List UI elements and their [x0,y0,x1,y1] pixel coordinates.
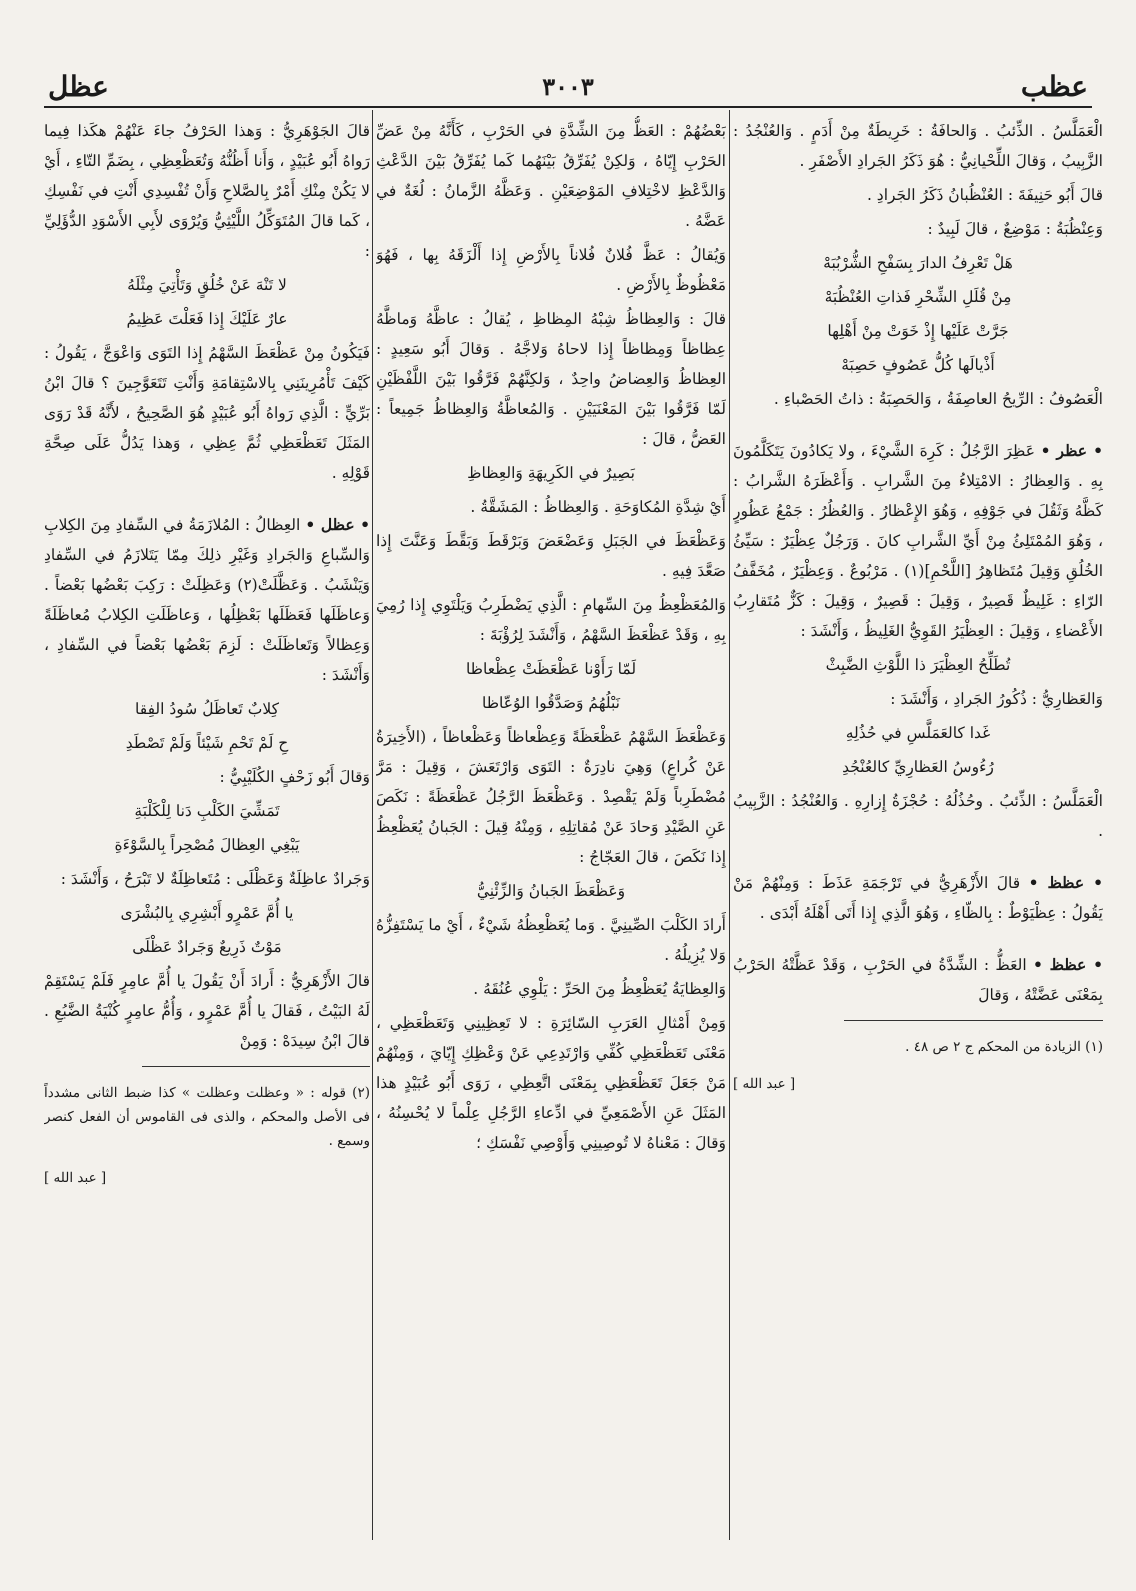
paragraph: الْعَمَلَّسُ . الذِّئبُ . وَالحافَةُ : خَرِيطَةٌ مِنْ أَدَمٍ . وَالعُنْجُدُ : الزَّبِيبُ ، وَقالَ اللِّحْيانِيُّ : هُوَ ذَكَرُ الجَرادِ الأَصْفَرِ . [733,122,1103,170]
verse: مِنْ قُلَلِ الشِّحْرِ فَذاتِ العُنْظُبَهْ [824,288,1012,306]
verse: عارٌ عَلَيْكَ إِذا فَعَلْتَ عَظِيمُ [126,310,288,328]
entry-text: العِظالُ : المُلازَمَةُ في السِّفادِ مِنَ الكِلابِ وَالسِّباعِ وَالجَرادِ وَغَيْرِ ذلِكَ مِمّا يَتَلازَمُ في السِّفادِ وَيَنْشَبُ . وَعَظَّلَتْ(٢) وَعَظِلَتْ : رَكِبَ بَعْضُها بَعْضاً . وَعاظَلَها فَعَظَلَها بَعْظِلُها ، وَعاظَلَتِ الكِلابُ مُعاظَلَةً وَعِظالاً وَتَعاظَلَتْ : لَزِمَ بَعْضُها بَعْضاً في السِّفادِ ، وَأَنْشَدَ : [44,516,370,684]
verse: كِلابٌ تَعاظَلُ سُودُ الفِقا [135,700,279,718]
paragraph: وَجَرادٌ عاظِلَةٌ وَعَظْلَى : مُتَعاظِلَةٌ لا تَبْرَحُ ، وَأَنْشَدَ : [60,870,370,888]
entry-head: • عظظ • [1028,873,1103,892]
headword-left: عظل [48,70,109,103]
verse: أَذْيالَها كُلُّ عَصُوفٍ حَصِبَهْ [841,356,995,374]
paragraph: وَيُقالُ : عَظَّ فُلانٌ فُلاناً بِالأَرْضِ إِذا أَلْزَقَهُ بِها ، فَهُوَ مَعْظُوظٌ بِالأَرْضِ . [376,246,726,294]
verse: هَلْ تَعْرِفُ الدارَ بِسَفْحِ الشُّرْبُبَهْ [823,254,1013,272]
entry-azt [733,868,1103,928]
footnote: (٢) قوله : « وعظلت وعظلت » كذا ضبط الثانى مشدداً فى الأصل والمحكم ، والذى فى القاموس أن الفعل كنصر وسمع . [44,1084,370,1149]
paragraph: قالَ أَبُو حَنِيفَةَ : العُنْظُبانُ ذَكَرُ الجَرادِ . [866,186,1103,204]
editor-signature: [ عبد الله ] [733,1076,796,1092]
entry-head: • عظل • [305,515,370,534]
page-number: ٣٠٠٣ [542,72,594,101]
verse: يا أُمَّ عَمْرٍو أَبْشِرِي بِالبُشْرَى [120,904,294,922]
paragraph: وَعَظْعَظَ السَّهْمُ عَظْعَظَةً وَعِظْعاظاً وَعَظْعاظاً ، (الأَخِيرَةُ عَنْ كُراعٍ) وَهِيَ نادِرَةٌ : التَوَى وَارْتَعَشَ ، وَقِيلَ : مَرَّ مُضْطَرِباً وَلَمْ يَقْصِدْ . وَعَظْعَظَ الرَّجُلُ عَظْعَظَةً : نَكَصَ عَنِ الصَّيْدِ وَحادَ عَنْ مُقاتِلِهِ ، وَمِنْهُ قِيلَ : الجَبانُ يُعَظْعِظُ إِذا نَكَصَ ، قالَ العَجّاجُ : [376,728,726,866]
verse: غَدا كالعَمَلَّسِ في حُذُلِهِ [845,724,991,742]
entry-text: العَظُّ : الشِّدَّةُ في الحَرْبِ ، وَقَدْ عَظَّتْهُ الحَرْبُ بِمَعْنَى عَضَّتْهُ ، وَقالَ [733,956,1103,1004]
verse: لَمّا رَأَوْنا عَظْعَظَتْ عِظْعاظا [465,660,637,678]
entry-azr [733,436,1103,646]
page-header [44,70,1092,106]
paragraph: وَعِنْظُبَةُ : مَوْضِعٌ ، قالَ لَبِيدٌ : [927,220,1103,238]
entry-text: قالَ الأَزْهَرِيُّ في تَرْجَمَةِ عَذَطَ : وَمِنْهُمْ مَنْ يَقُولُ : عِظْيَوْطٌ : بِالظّاءِ ، وَهُوَ الَّذِي إِذا أَتَى أَهْلَهُ أَبْدَى . [733,874,1103,922]
editor-signature: [ عبد الله ] [44,1170,107,1186]
footnote-rule [142,1066,370,1067]
header-rule [44,106,1092,108]
verse: رُءُوسُ العَظارِيِّ كالعُنْجُدِ [842,758,994,776]
paragraph: وَالعِظايَةُ يُعَظْعِظُ مِنَ الحَرِّ : يَلْوِي عُنُقَهُ . [473,980,726,998]
paragraph: قالَ : وَالعِظاظُ شِبْهُ المِظاظِ ، يُقالُ : عاظَّهُ وَماظَّهُ عِظاظاً وَمِظاظاً إِذا لاحاهُ وَلاجَّهُ . وَقالَ أَبُو سَعِيدٍ : العِظاظُ وَالعِضاضُ واحِدٌ ، وَلكِنَّهُمْ فَرَّقُوا بَيْنَ اللَّفْظَيْنِ لَمّا فَرَّقُوا بَيْنَ المَعْنَيَيْنِ . وَالمُعاظَّةُ وَالعِظاظُ جَمِيعاً : العَضُّ ، قالَ : [376,310,726,448]
column-divider-left [372,110,373,1540]
entry-azz [733,950,1103,1010]
column-right [733,116,1103,1536]
paragraph: قالَ الأَزْهَرِيُّ : أَرادَ أَنْ يَقُولَ يا أُمَّ عامِرٍ فَلَمْ يَسْتَقِمْ لَهُ البَيْتُ ، فَقالَ يا أُمَّ عَمْرٍو ، وَأُمُّ عامِرٍ كُنْيَةُ الضَّبُعِ . قالَ ابْنُ سِيدَهْ : وَمِنْ [44,972,370,1050]
paragraph: قالَ الجَوْهَرِيُّ : وَهذا الحَرْفُ جاءَ عَنْهُمْ هكَذا فِيما رَواهُ أَبُو عُبَيْدٍ ، وَأَنا أَظُنُّهُ وَتُعَظْعِظِي ، بِضَمِّ التّاءِ ، أَيْ لا يَكُنْ مِنْكِ أَمْرٌ بِالصَّلاحِ وَأَنْ تُفْسِدِي أَنْتِ في نَفْسِكِ ، كَما قالَ المُتَوَكِّلُ اللَّيْثِيُّ وَيُرْوَى لأَبِي الأَسْوَدِ الدُّؤَلِيِّ : [44,122,370,260]
column-middle [376,116,726,1536]
verse: بَصِيرٌ في الكَرِيهَةِ وَالعِظاظِ [467,464,635,482]
entry-head: • عظر • [1040,441,1103,460]
paragraph: وَقالَ أَبُو زَحْفٍ الكُلَيْبِيُّ : [219,768,370,786]
paragraph: أَيْ شِدَّةِ المُكاوَحَةِ . وَالعِظاظُ : المَشَقَّةُ . [470,498,726,516]
headword-right: عظب [1020,70,1088,103]
footnote-rule [844,1020,1103,1021]
verse: جَرَّتْ عَلَيْها إِذْ خَوَتْ مِنْ أَهْلِها [827,322,1009,340]
verse: يَبْغِي العِظالَ مُصْحِراً بِالسَّوْءَةِ [114,836,300,854]
column-divider-right [729,110,730,1540]
paragraph: فَيَكُونُ مِنْ عَظْعَظَ السَّهْمُ إِذا التَوَى وَاعْوَجَّ ، يَقُولُ : كَيْفَ تَأْمُرِينَنِي بِالاسْتِقامَةِ وَأَنْتِ تَتَعَوَّجِينَ ؟ قالَ ابْنُ بَرِّيٍّ : الَّذِي رَواهُ أَبُو عُبَيْدٍ هُوَ الصَّحِيحُ ، لأَنَّهُ قَدْ رَوَى المَثَلَ تَعَظْعَظِي ثُمَّ عِظِي ، وَهذا يَدُلُّ عَلَى صِحَّةِ قَوْلِهِ . [44,344,370,482]
verse: مَوْتٌ ذَرِيعٌ وَجَرادٌ عَظْلَى [132,938,282,956]
verse: تَمَشِّيَ الكَلْبِ دَنا لِلْكَلْبَةِ [134,802,280,820]
entry-azl [44,510,370,690]
paragraph: أَرادَ الكَلْبَ الصِّينِيَّ . وَما يُعَظْعِظُهُ شَيْءٌ ، أَيْ ما يَسْتَفِزُّهُ وَلا يُزِيلُهُ . [376,916,726,964]
footnote: (١) الزيادة من المحكم ج ٢ ص ٤٨ . [905,1038,1103,1055]
verse: نَبْلُهُمُ وَصَدَّقُوا الوُعّاظا [481,694,620,712]
paragraph: وَالعَظارِيُّ : ذُكُورُ الجَرادِ ، وَأَنْشَدَ : [890,690,1103,708]
paragraph: الْعَصُوفُ : الرِّيحُ العاصِفَةُ ، وَالحَصِبَةُ : ذاتُ الحَصْباءِ . [773,390,1103,408]
paragraph: وَالمُعَظْعِظُ مِنَ السِّهامِ : الَّذِي يَضْطَرِبُ وَيَلْتَوِي إِذا رُمِيَ بِهِ ، وَقَدْ عَظْعَظَ السَّهْمُ ، وَأَنْشَدَ لِرُؤْبَةَ : [376,596,726,644]
entry-head: • عظظ • [1032,955,1103,974]
verse: لا تَنْهَ عَنْ خُلُقٍ وَتَأْتِيَ مِثْلَهُ [127,276,287,294]
entry-text: عَظِرَ الرَّجُلُ : كَرِهَ الشَّيْءَ ، ولا يَكادُونَ يَتَكَلَّمُونَ بِهِ . وَالعِظارُ : الامْتِلاءُ مِنَ الشَّرابِ . وَأَعْظَرَهُ الشَّرابُ : كَظَّهُ وَثَقُلَ في جَوْفِهِ ، وَهُوَ الإِعْظارُ . وَالعُظُرُ : جَمْعُ عَظُورٍ ، وَهُوَ المُمْتَلِئُ مِنْ أَيِّ الشَّرابِ كانَ . وَرَجُلٌ عِظْيَرٌ : سَيِّئُ الخُلُقِ وَقِيلَ مُتَظاهِرُ [اللَّحْمِ](١) . مَرْبُوعٌ . وَعِظْيَرٌ ، مُخَفَّفُ الرّاءِ : غَلِيظٌ قَصِيرٌ ، وَقِيلَ : قَصِيرٌ ، وَقِيلَ : كَزٌّ مُتَقارِبُ الأَعْضاءِ ، وَقِيلَ : العِظْيَرُ القَوِيُّ الغَلِيظُ ، وَأَنْشَدَ : [733,442,1103,640]
verse: تُطَلِّحُ العِظْيَرَ ذا اللَّوْثِ الضَّبِثْ [825,656,1011,674]
paragraph: وَمِنْ أَمْثالِ العَرَبِ السّائِرَةِ : لا تَعِظِينِي وَتَعَظْعَظِي ، مَعْنَى تَعَظْعَظِي كُفِّي وَارْتَدِعِي عَنْ وَعْظِكِ إِيّايَ ، وَمِنْهُمْ مَنْ جَعَلَ تَعَظْعَظِي بِمَعْنَى اتَّعِظِي ، رَوَى أَبُو عُبَيْدٍ هذا المَثَلَ عَنِ الأَصْمَعِيِّ في ادِّعاءِ الرَّجُلِ عِلْماً لا يُحْسِنُهُ ، وَقالَ : مَعْناهُ لا تُوصِينِي وَأَوْصِي نَفْسَكِ ؛ [376,1014,726,1152]
paragraph: وَعَظْعَظَ في الجَبَلِ وَعَضْعَضَ وَبَرْقَطَ وَبَقَّطَ وَعَنَّتَ إِذا صَعَّدَ فِيهِ . [376,532,726,580]
paragraph: الْعَمَلَّسُ : الذِّئبُ . وحُذُلُهُ : حُجْزَةُ إِزارِهِ . وَالعُنْجُدُ : الزَّبِيبُ . [733,792,1103,840]
column-left [44,116,370,1536]
paragraph: بَعْضُهُمْ : العَظُّ مِنَ الشِّدَّةِ في الحَرْبِ ، كَأَنَّهُ مِنْ عَضِّ الحَرْبِ إِيّاهُ ، وَلكِنْ يُفَرِّقُ بَيْنَهُما كَما يُفَرِّقُ بَيْنَ الدَّعْثِ وَالدَّعْظِ لاخْتِلافِ المَوْضِعَيْنِ . وَعَظَّهُ الزَّمانُ : لُغَةٌ في عَضَّهُ . [376,122,726,230]
verse: حِ لَمْ تَحْمِ شَيْئاً وَلَمْ تَصْطَدِ [125,734,289,752]
verse: وَعَظْعَظَ الجَبانُ وَالزِّئْنِيُّ [476,882,626,900]
